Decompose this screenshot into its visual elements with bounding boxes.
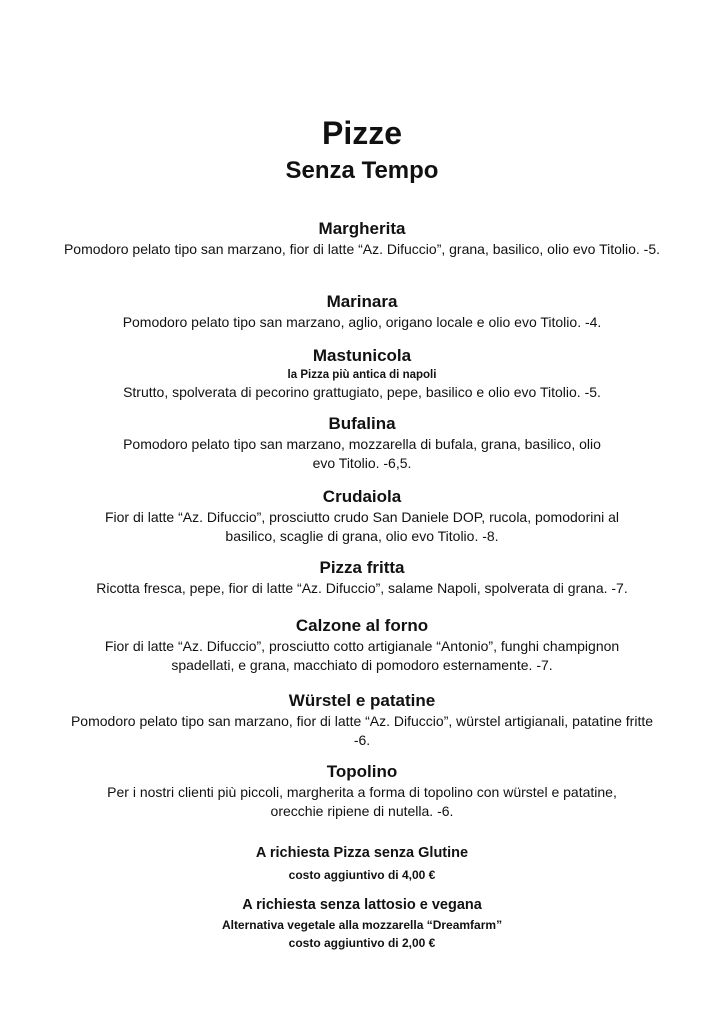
menu-item-margherita <box>0 218 724 259</box>
note-title: A richiesta senza lattosio e vegana <box>242 897 482 913</box>
item-name: Bufalina <box>328 414 396 433</box>
menu-item-bufalina <box>0 413 724 472</box>
page-subtitle: Senza Tempo <box>285 157 439 184</box>
menu-item-wurstel <box>0 690 724 749</box>
item-name: Margherita <box>318 219 406 238</box>
item-description: Pomodoro pelato tipo san marzano, mozzarella di bufala, grana, basilico, olio evo Titolio. -6,5. <box>123 436 601 471</box>
menu-item-mastunicola <box>0 345 724 402</box>
item-name: Würstel e patatine <box>288 691 436 710</box>
item-name: Crudaiola <box>322 487 402 506</box>
item-description: Fior di latte “Az. Difuccio”, prosciutto crudo San Daniele DOP, rucola, pomodorini al basilico, scaglie di grana, olio evo Titolio. -8. <box>104 509 620 544</box>
note-line: Alternativa vegetale alla mozzarella “Dreamfarm” <box>221 918 503 932</box>
item-name: Topolino <box>326 762 398 781</box>
note-gluten-free <box>0 843 724 884</box>
note-line: costo aggiuntivo di 4,00 € <box>288 868 436 882</box>
item-description: Ricotta fresca, pepe, fior di latte “Az. Difuccio”, salame Napoli, spolverata di grana. -7. <box>96 580 628 596</box>
item-description: Pomodoro pelato tipo san marzano, fior di latte “Az. Difuccio”, grana, basilico, olio evo Titolio. -5. <box>63 241 661 257</box>
item-name: Calzone al forno <box>295 616 429 635</box>
item-name: Marinara <box>326 292 398 311</box>
item-description: Fior di latte “Az. Difuccio”, prosciutto cotto artigianale “Antonio”, funghi champignon spadellati, e grana, macchiato di pomodoro esternamente. -7. <box>104 638 620 673</box>
item-description: Pomodoro pelato tipo san marzano, aglio, origano locale e olio evo Titolio. -4. <box>122 314 602 330</box>
item-name: Mastunicola <box>312 346 412 365</box>
item-description: Pomodoro pelato tipo san marzano, fior di latte “Az. Difuccio”, würstel artigianali, patatine fritte -6. <box>70 713 654 748</box>
item-name: Pizza fritta <box>319 558 405 577</box>
note-title: A richiesta Pizza senza Glutine <box>255 845 469 861</box>
item-description: Per i nostri clienti più piccoli, margherita a forma di topolino con würstel e patatine, orecchie ripiene di nutella. -6. <box>107 784 617 819</box>
item-subtitle: la Pizza più antica di napoli <box>287 369 437 381</box>
menu-item-calzone <box>0 615 724 674</box>
menu-item-marinara <box>0 291 724 332</box>
item-description: Strutto, spolverata di pecorino grattugiato, pepe, basilico e olio evo Titolio. -5. <box>123 384 601 400</box>
menu-item-topolino <box>0 761 724 820</box>
page-title: Pizze <box>321 115 403 151</box>
note-lactose-free-vegan <box>0 895 724 952</box>
menu-item-pizza-fritta <box>0 557 724 598</box>
note-line: costo aggiuntivo di 2,00 € <box>288 936 436 950</box>
menu-item-crudaiola <box>0 486 724 545</box>
